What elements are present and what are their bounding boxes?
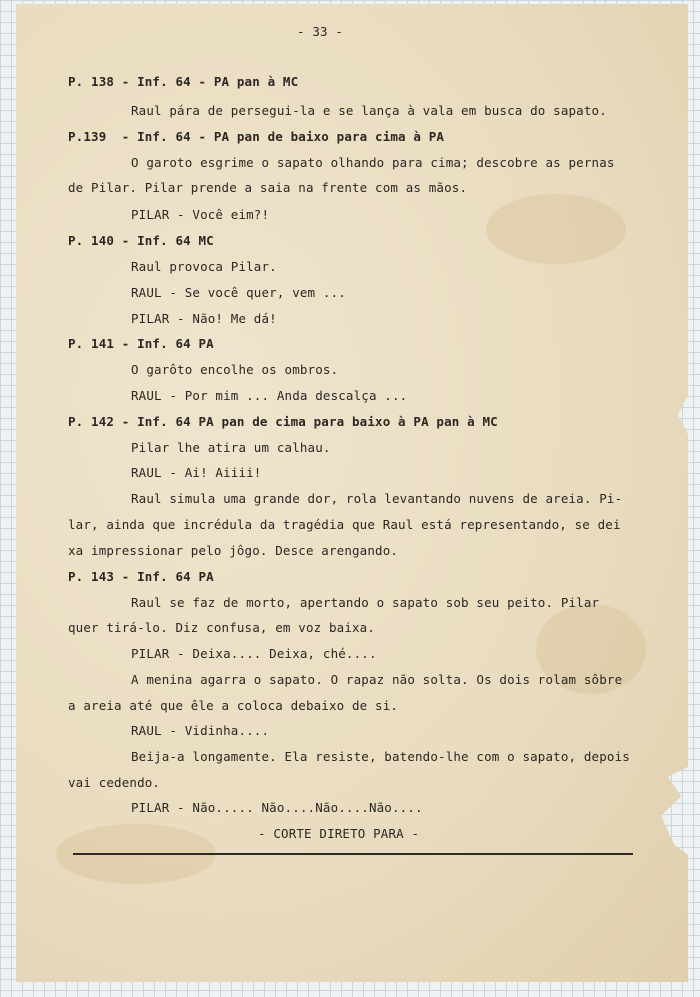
action-line: Raul pára de persegui-la e se lança à vala em busca do sapato. — [131, 103, 607, 118]
end-rule — [73, 853, 633, 855]
shot-heading-140: P. 140 - Inf. 64 MC — [68, 233, 214, 248]
dialogue-line: PILAR - Não! Me dá! — [131, 311, 277, 326]
shot-heading-142: P. 142 - Inf. 64 PA pan de cima para baixo à PA pan à MC — [68, 414, 498, 429]
action-line: a areia até que êle a coloca debaixo de si. — [68, 698, 399, 713]
action-line: vai cedendo. — [68, 775, 161, 790]
dialogue-line: RAUL - Se você quer, vem ... — [131, 285, 346, 300]
action-line: lar, ainda que incrédula da tragédia que Raul está representando, se dei — [68, 517, 621, 532]
action-line: Beija-a longamente. Ela resiste, batendo-lhe com o sapato, depois — [131, 749, 630, 764]
dialogue-line: PILAR - Deixa.... Deixa, ché.... — [131, 646, 377, 661]
action-line: O garôto encolhe os ombros. — [131, 362, 339, 377]
transition-line: - CORTE DIRETO PARA - — [258, 826, 420, 841]
action-line: xa impressionar pelo jôgo. Desce arengando. — [68, 543, 399, 558]
action-line: quer tirá-lo. Diz confusa, em voz baixa. — [68, 620, 376, 635]
action-line: de Pilar. Pilar prende a saia na frente com as mãos. — [68, 180, 468, 195]
dialogue-line: RAUL - Vidinha.... — [131, 723, 270, 738]
action-line: O garoto esgrime o sapato olhando para cima; descobre as pernas — [131, 155, 615, 170]
action-line: Raul simula uma grande dor, rola levantando nuvens de areia. Pi- — [131, 491, 623, 506]
shot-heading-143: P. 143 - Inf. 64 PA — [68, 569, 214, 584]
paper-stain — [486, 194, 626, 264]
dialogue-line: RAUL - Por mim ... Anda descalça ... — [131, 388, 408, 403]
shot-heading-139: P.139 - Inf. 64 - PA pan de baixo para cima à PA — [68, 129, 445, 144]
dialogue-line: RAUL - Ai! Aiiii! — [131, 465, 262, 480]
shot-heading-138: P. 138 - Inf. 64 - PA pan à MC — [68, 74, 299, 89]
shot-heading-141: P. 141 - Inf. 64 PA — [68, 336, 214, 351]
action-line: Raul se faz de morto, apertando o sapato sob seu peito. Pilar — [131, 595, 600, 610]
action-line: Pilar lhe atira um calhau. — [131, 440, 331, 455]
action-line: Raul provoca Pilar. — [131, 259, 277, 274]
action-line: A menina agarra o sapato. O rapaz não solta. Os dois rolam sôbre — [131, 672, 623, 687]
page-number: - 33 - — [297, 24, 344, 39]
dialogue-line: PILAR - Você eim?! — [131, 207, 270, 222]
dialogue-line: PILAR - Não..... Não....Não....Não.... — [131, 800, 423, 815]
